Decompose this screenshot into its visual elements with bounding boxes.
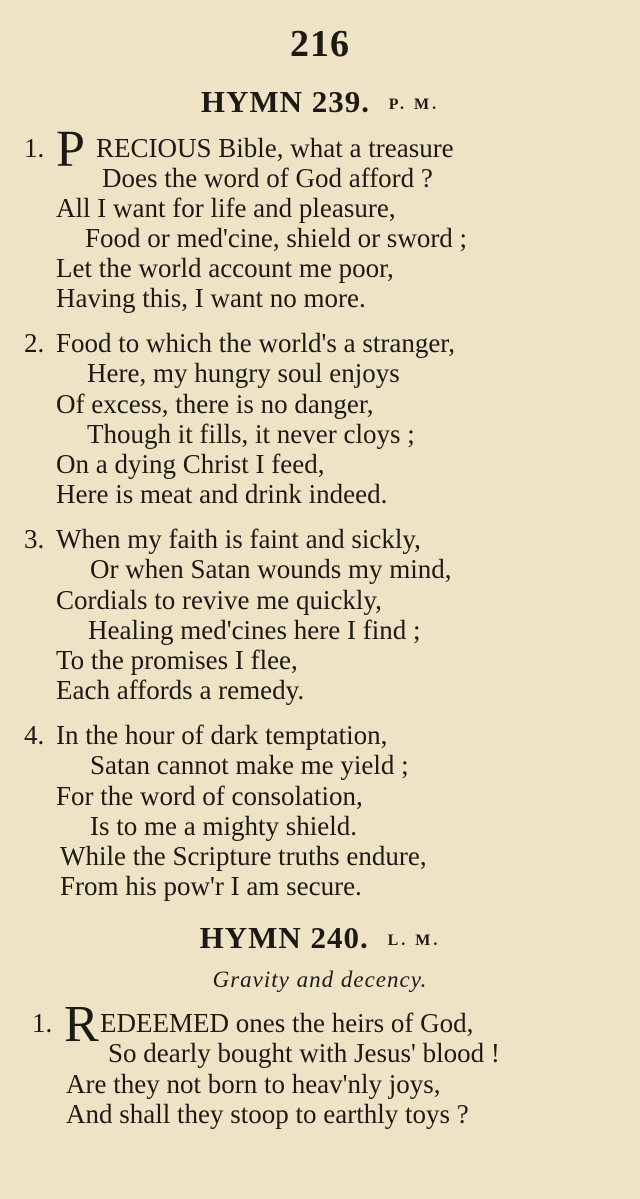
stanza-number: 1.	[32, 1008, 53, 1038]
stanza-line: Healing med'cines here I find ;	[88, 615, 421, 645]
stanza-line: Does the word of God afford ?	[102, 163, 433, 193]
stanza-number: 4.	[24, 720, 45, 750]
stanza-line: Here is meat and drink indeed.	[56, 479, 388, 509]
stanza-line: All I want for life and pleasure,	[56, 193, 396, 223]
stanza-line: On a dying Christ I feed,	[56, 449, 325, 479]
hymn-240-heading	[0, 920, 640, 956]
stanza-number: 2.	[24, 328, 45, 358]
hymn-239-heading	[0, 84, 640, 120]
stanza-number: 1.	[24, 133, 45, 163]
stanza-line: RECIOUS Bible, what a treasure	[96, 133, 454, 163]
drop-cap: P	[56, 121, 85, 178]
hymn-240-subtitle: Gravity and decency.	[212, 967, 428, 992]
stanza-line: Each affords a remedy.	[56, 675, 305, 705]
stanza-line: Here, my hungry soul enjoys	[87, 358, 400, 388]
stanza-line: Of excess, there is no danger,	[56, 389, 374, 419]
stanza-line: In the hour of dark temptation,	[56, 720, 388, 750]
stanza-line: Food to which the world's a stranger,	[56, 328, 455, 358]
stanza-line: Or when Satan wounds my mind,	[90, 554, 452, 584]
stanza-line: EDEEMED ones the heirs of God,	[100, 1008, 474, 1038]
drop-cap: R	[64, 996, 99, 1053]
page-number: 216	[290, 23, 350, 65]
stanza-line: Let the world account me poor,	[56, 253, 394, 283]
stanza-line: For the word of consolation,	[56, 781, 363, 811]
hymn-239-title: HYMN 239.	[200, 84, 370, 119]
stanza-line: Is to me a mighty shield.	[90, 811, 357, 841]
stanza-line: Having this, I want no more.	[56, 283, 366, 313]
stanza-line: Though it fills, it never cloys ;	[87, 419, 415, 449]
stanza-line: To the promises I flee,	[56, 645, 298, 675]
hymn-240-title: HYMN 240.	[199, 920, 369, 955]
stanza-line: From his pow'r I am secure.	[60, 871, 362, 901]
stanza-line: When my faith is faint and sickly,	[56, 524, 421, 554]
hymn-240-meter: L. M.	[387, 931, 441, 949]
hymn-239-meter: P. M.	[388, 95, 440, 113]
stanza-line: While the Scripture truths endure,	[60, 841, 427, 871]
stanza-line: And shall they stoop to earthly toys ?	[66, 1099, 469, 1129]
stanza-line: So dearly bought with Jesus' blood !	[108, 1038, 500, 1068]
stanza-line: Are they not born to heav'nly joys,	[66, 1069, 441, 1099]
stanza-number: 3.	[24, 524, 45, 554]
stanza-line: Cordials to revive me quickly,	[56, 585, 382, 615]
stanza-line: Food or med'cine, shield or sword ;	[85, 223, 468, 253]
stanza-line: Satan cannot make me yield ;	[90, 750, 409, 780]
